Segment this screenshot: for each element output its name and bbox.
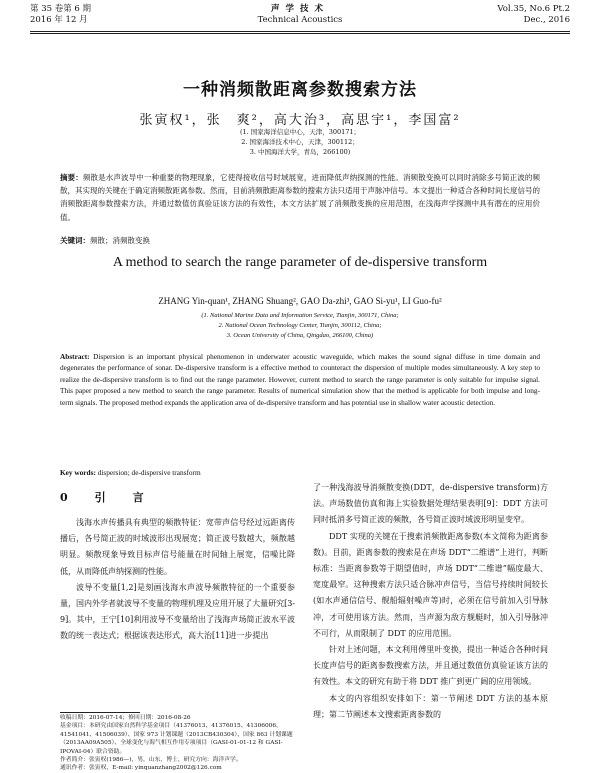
en-affiliation-3: 3. Ocean University of China, Qingdao, 266100, China) [226,332,374,339]
cn-keywords [60,235,540,246]
section-title-introduction: 0 引 言 [60,491,152,504]
footnote-rule [60,712,140,713]
en-abstract-label: Abstract: [60,352,90,361]
header-date-cn: 2016 年 12 月 [30,15,88,25]
cn-authors: 张寅权¹，张 爽²，高大治³，高思宇¹，李国富² [139,113,461,128]
header-rule-top [30,31,570,32]
en-keywords-label: Key words: [60,468,96,477]
en-keywords [60,468,540,477]
body-left-column [60,480,295,645]
cn-abstract-text: 频散是水声波导中一种重要的物理现象，它使得接收信号时域展宽，进而降低声纳探测的性能。消频散变换可以同时消除多号简正波的频散，其实现的关键在于确定消频散距离参数。然而，目前消频散距离参数的搜索方法只适用于声脉冲信号。本文提出一种适合各种时间长度信号的消频散距离参数搜索方法，并通过数值仿真验证该方法的有效性，本文方法扩展了消频散变换的应用范围，在浅海声学探测中具有潜在的应用价值。 [60,173,541,222]
cn-affiliation-2: 2. 国家海洋技术中心，天津，300112； [241,138,359,146]
cn-keywords-label: 关键词： [60,236,90,245]
cn-abstract [60,171,540,224]
en-authors: ZHANG Yin-quan¹, ZHANG Shuang², GAO Da-zhi³, GAO Si-yu¹, LI Guo-fu² [158,296,442,306]
header-volume-issue: 第 35 卷第 6 期 [30,4,92,14]
header-volume-issue-en: Vol.35, No.6 Pt.2 [497,4,570,14]
header-journal-en: Technical Acoustics [257,15,343,25]
en-title: A method to search the range parameter of de-dispersive transform [112,255,488,270]
footnote-received: 收稿日期：2016-07-14；修回日期：2016-08-26 [60,715,191,721]
header-volume-en [497,4,570,26]
header-journal-cn: 声学技术 [270,4,329,14]
en-keywords-text: dispersion; de-dispersive transform [97,468,201,477]
header-journal [30,4,570,26]
cn-title: 一种消频散距离参数搜索方法 [183,80,417,100]
body-paragraph: 波导不变量[1,2]是刻画浅海水声波导频散特征的一个重要参量，国内外学者就波导不变量的物理机理及应用开展了大量研究[3-9]。其中，王宁[10]利用波导不变量给出了浅海声场简正波水平波数的统一表达式；根据该表达形式，高大治[11]进一步提出 [60,582,295,641]
header-rule-bottom [30,33,570,34]
footnote-author-bio: 作者简介：张寅权(1986—)，男，山东，博士，研究方向：海洋声学。 [60,757,242,764]
footnote-corresponding: 通讯作者：张寅权，E-mail: yinquanzhang2002@126.com [60,765,222,772]
body-paragraph: 本文的内容组织安排如下：第一节阐述 DDT 方法的基本原理；第二节阐述本文搜索距离参数的 [313,693,548,719]
body-paragraph: 针对上述问题，本文利用傅里叶变换，提出一种适合各种时间长度声信号的距离参数搜索方法，并且通过数值仿真验证该方法的有效性。本文的研究有助于将 DDT 推广到更广阔的应用领域。 [313,645,548,687]
cn-affiliation-3: 3. 中国海洋大学，青岛，266100) [249,148,351,156]
cn-affiliation-1: (1. 国家海洋信息中心，天津，300171； [239,128,361,136]
cn-abstract-label: 摘要： [60,173,83,182]
footnote-funding: 基金项目：本研究由国家自然科学基金项目（41376013、41376015、41306006、41541041、41506039）、国家 973 计划课题（2013CB430304）、国家 863 计划课题（2013AA09A505）、全球变化与海气相互作用专项项目（GASI-01-01-12 和 GASI-IPOVAI-04）联合资助。 [60,723,293,755]
footnotes [60,714,295,773]
en-abstract-text: Dispersion is an important physical phenomenon in underwater acoustic waveguide, which makes the sound signal diffuse in time domain and degenerates the performance of sonar. De-dispersive transform is a effective method to counteract the dispersion of multiple modes simultaneously. A key step to realize the de-dispersive transform is to find out the range parameter. However, current method to search the range parameter is only suitable for impulse signal. This paper proposed a new method to search the range parameter. Results of numerical simulation show that the method is applicable for both impulse and long-term signals. The proposed method expands the application area of de-dispersive transform and has potential use in shallow water acoustic detection. [60,352,540,407]
en-affiliation-2: 2. National Ocean Technology Center, Tianjin, 300112, China; [218,322,382,329]
running-header [30,4,570,34]
header-date-en: Dec., 2016 [523,15,570,25]
cn-keywords-text: 频散；消频散变换 [90,236,150,245]
en-abstract [60,351,540,408]
body-paragraph: 浅海水声传播具有典型的频散特征：宽带声信号经过远距离传播后，各号简正波的时域波形出现展宽；简正波号数越大，频散越明显。频散现象导致目标声信号能量在时间轴上展宽，信噪比降低，从而降低声纳探测的性能。 [60,518,295,576]
body-paragraph: DDT 实现的关键在于搜索消频散距离参数(本文简称为距离参数)。目前，距离参数的搜索是在声场 DDT“二维谱”上进行，判断标准：当距离参数等于期望值时，声场 DDT“二维谱”幅度最大、宽度最窄。这种搜索方法只适合脉冲声信号，当信号持续时间较长(如水声通信信号、舰船辐射噪声等)时，必须在信号前加入引导脉冲，才可使用该方法。然而，当声源为敌方舰艇时，加入引导脉冲不可行，从而限制了 DDT 的应用范围。 [313,531,548,638]
body-paragraph: 了一种浅海波导消频散变换(DDT，de-dispersive transform)方法。声场数值仿真和海上实验数据处理结果表明[9]：DDT 方法可同时抵消多号简正波的频散，各号简正波时域波形明显变窄。 [313,483,548,525]
body-right-column [313,480,548,723]
en-affiliation-1: (1. National Marine Data and Information Service, Tianjin, 300171, China; [201,312,399,319]
